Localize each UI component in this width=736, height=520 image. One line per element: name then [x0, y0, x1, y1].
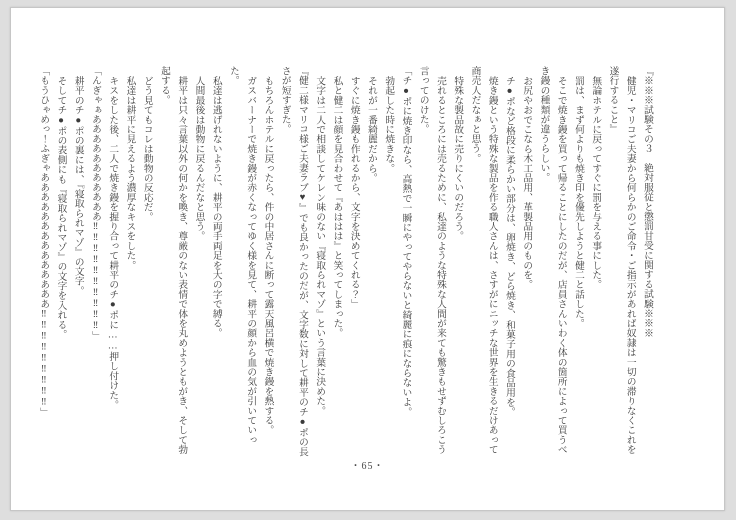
paragraph-line: 無論ホテルに戻ってすぐに罰を与える事にした。 [590, 75, 602, 290]
paragraph-line: 『健二様マリコ様ご夫妻ラブ♥』でも良かったのだが、文字数に対して耕平のチ●ポの長さが短すぎた。 [279, 66, 308, 457]
paragraph-line: 私達は逃げれないように、耕平の両手両足を大の字で縛る。 [210, 75, 222, 338]
paragraph-line: 健児・マリコご夫妻から何らかのご命令・ご指示があれば奴隷は一切の滞りなくこれを遂行すること』 [607, 66, 636, 454]
paragraph-line: ガスバーナーで焼き鏝が赤くなってゆく様を見て、耕平の顔から血の気が引いていった。 [228, 66, 257, 445]
paragraph-line: 耕平のチ●ポの裏には、『寝取られマゾ』の文字。 [72, 75, 84, 296]
paragraph-line: 耕平は只々言葉以外の何かを喚き、尊厳のない表情で体を丸めようともがき、そして勃起する。 [159, 66, 188, 454]
paragraph-line: チ●ポなど格段に柔らかい部分は、卵焼き、どら焼き、和菓子用の食品用を。 [504, 75, 515, 417]
paragraph-line: 私達は耕平に見えるよう濃厚なキスをした。 [124, 75, 136, 270]
paragraph-line: 「んぎゃぁあああああああああああ‼‼‼‼‼‼‼‼‼‼」 [90, 66, 101, 341]
paragraph-line: 「もうひゃめっ！ふぎゃああああああああああああああ‼‼‼‼‼‼‼‼‼」 [38, 66, 50, 418]
paragraph-line: 特殊な製品故に売りにくいのだろう。 [452, 75, 464, 241]
paragraph-line: 勃起した時に焼きな。 [383, 75, 395, 173]
paragraph-line: そこで焼き鏝を買って帰ることにしたのだが、店員さんいわく体の箇所によって買うべき鏝の種類が違うらしい。 [538, 66, 567, 454]
paragraph-line: 私と健二は顔を見合わせて『あははは』と笑ってしまった。 [331, 75, 343, 338]
paragraph-line: お尻やおでこなら木工品用、革製品用のものを。 [521, 75, 533, 290]
paragraph-line: それが一番綺麗だから。 [366, 75, 377, 183]
paragraph-line: どう見てもコレは動物の反応だ。 [141, 75, 153, 222]
book-page [10, 7, 725, 511]
paragraph-line: もちろんホテルに戻ったら、件の中居さんに断って露天風呂横で焼き鏝を熱する。 [262, 75, 274, 435]
paragraph-line: 『※※※試験その３ 絶対服従と懲罰甘受に関する試験※※※ [642, 66, 653, 338]
paragraph-line: そしてチ●ポの表側にも『寝取られマゾ』の文字を入れる。 [55, 75, 67, 339]
paragraph-line: 焼き鏝という特殊な製品を作る職人さんは、さすがにニッチな世界を生きるだけあって商売人だなぁと思う。 [469, 66, 498, 454]
paragraph-line: 売れるところには売るために、私達のような特殊な人間が来ても驚きもせずむしろこう言ってのけた。 [417, 66, 446, 454]
paragraph-line: 人間最後は動物に戻るんだなと思う。 [193, 75, 205, 241]
paragraph-line: 「チ●ポに焼き印なら、高熱で一瞬にやってやらないと綺麗に痕にならないよ。 [400, 66, 412, 417]
paragraph-line: すぐに焼き鏝も作れるから、文字を決めてくれる？」 [348, 75, 360, 309]
paragraph-line: キスをした後、二人で焼き鏝を握り合って耕平のチ●ポに……押し付けた。 [107, 75, 119, 410]
paragraph-line: 罰は、まず何よりも焼き印を優先しようと健二と話した。 [573, 75, 584, 328]
vertical-text-block [38, 66, 656, 458]
paragraph-line: 文字は二人で相談してケレン味のない『寝取られマゾ』という言葉に決めた。 [314, 75, 326, 416]
page-number: ・65・ [350, 461, 385, 472]
